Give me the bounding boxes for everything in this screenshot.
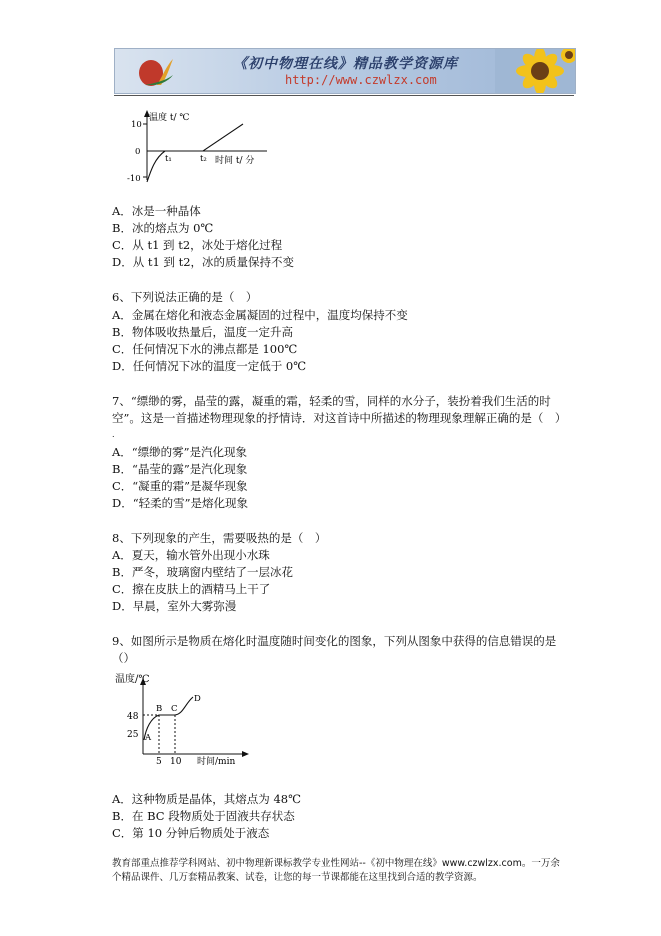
ice-melting-graph [125,108,275,188]
q9-stem-line2: （） [112,651,135,665]
q8-option-a: A．夏天，输水管外出现小水珠 [112,548,270,562]
sunflower-image [495,49,575,93]
q8-option-b: B．严冬，玻璃窗内壁结了一层冰花 [112,565,293,579]
y-tick-label: 0 [135,147,141,157]
q8-option-c: C．擦在皮肤上的酒精马上干了 [112,582,271,596]
q6-option-a: A．金属在熔化和液态金属凝固的过程中，温度均保持不变 [112,308,408,322]
x-mark-t1: t₁ [165,154,172,164]
q5-option-a: A．冰是一种晶体 [112,204,201,218]
header-banner [114,48,576,94]
q7-option-c: C．“凝重的霜”是凝华现象 [112,479,248,493]
banner-url[interactable]: http://www.czwlzx.com [285,73,437,87]
q8-option-d: D．早晨，室外大雾弥漫 [112,599,237,613]
q8-stem: 8、下列现象的产生，需要吸热的是（ ） [112,531,327,545]
x-tick-10: 10 [170,757,182,767]
q7-option-b: B．“晶莹的露”是汽化现象 [112,462,248,476]
y-axis-label: 温度 t/ ℃ [149,113,190,123]
q9-option-c: C．第 10 分钟后物质处于液态 [112,826,270,840]
q9-option-b: B．在 BC 段物质处于固液共存状态 [112,809,295,823]
point-a-label: A [145,733,152,743]
q7-option-d: D．“轻柔的雪”是熔化现象 [112,496,248,510]
q6-option-d: D．任何情况下冰的温度一定低于 0℃ [112,359,307,373]
q9-option-a: A．这种物质是晶体，其熔点为 48℃ [112,792,301,806]
q7-stem-line2: 空”。这是一首描述物理现象的抒情诗．对这首诗中所描述的物理现象理解正确的是（ ） [112,411,567,425]
melting-graph [113,668,253,768]
y-tick-label: 10 [131,120,142,130]
y-tick-25: 25 [127,730,139,740]
site-logo [137,55,175,87]
q6-option-c: C．任何情况下水的沸点都是 100℃ [112,342,298,356]
y-tick-label: -10 [127,174,141,184]
point-c-label: C [171,704,178,714]
x-axis-arrow [242,751,249,757]
temperature-curve [144,697,193,740]
point-b-label: B [156,704,163,714]
y-axis-label: 温度/℃ [115,674,150,685]
banner-title: 《初中物理在线》精品教学资源库 [233,56,458,72]
x-axis-label: 时间 t/ 分 [215,156,255,166]
q5-option-d: D．从 t1 到 t2，冰的质量保持不变 [112,255,295,269]
q6-option-b: B．物体吸收热量后，温度一定升高 [112,325,293,339]
q7-stem-line1: 7、“缥缈的雾，晶莹的露，凝重的霜，轻柔的雪，同样的水分子，装扮着我们生活的时 [112,394,551,408]
point-d-label: D [194,694,201,704]
y-tick-48: 48 [127,712,139,722]
temperature-curve [147,124,243,182]
x-axis-label: 时间/min [197,757,236,767]
header-rule [114,95,574,96]
q9-stem-line1: 9、如图所示是物质在熔化时温度随时间变化的图象，下列从图象中获得的信息错误的是 [112,634,557,648]
q5-option-b: B．冰的熔点为 0℃ [112,221,214,235]
x-mark-t2: t₂ [200,154,207,164]
footer-line2: 个精品课件、几万套精品教案、试卷，让您的每一节课都能在这里找到合适的教学资源。 [112,872,483,883]
x-tick-5: 5 [156,757,162,767]
q7-option-a: A．“缥缈的雾”是汽化现象 [112,445,248,459]
page-footer [112,857,582,885]
q7-dot: . [112,430,115,439]
q5-option-c: C．从 t1 到 t2，冰处于熔化过程 [112,238,283,252]
footer-line1: 教育部重点推荐学科网站、初中物理新课标教学专业性网站--《初中物理在线》www.czwlzx.com。一万余 [112,858,560,869]
q6-stem: 6、下列说法正确的是（ ） [112,290,258,304]
